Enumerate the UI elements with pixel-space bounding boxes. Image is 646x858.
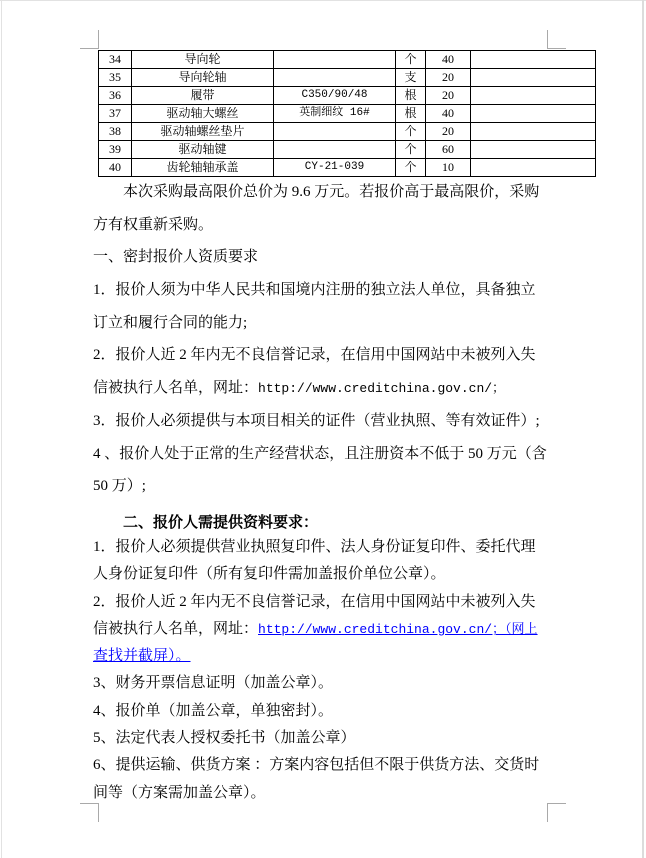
- cell-note: [471, 105, 596, 123]
- section1-item-line: 订立和履行合同的能力;: [93, 314, 248, 331]
- section2-item-line: 5、法定代表人授权委托书（加盖公章）: [93, 730, 356, 747]
- section2-item-line: 4、报价单（加盖公章，单独密封）。: [93, 702, 334, 719]
- cell-unit: 个: [396, 141, 426, 159]
- cell-name: 驱动轴螺丝垫片: [132, 123, 274, 141]
- cell-note: [471, 51, 596, 69]
- cell-spec: [274, 51, 396, 69]
- cell-no: 35: [99, 69, 132, 87]
- items-table: [98, 50, 596, 177]
- creditchina-url-plain: http://www.creditchina.gov.cn/；: [258, 381, 506, 397]
- section2-item-line: 1．报价人必须提供营业执照复印件、法人身份证复印件、委托代理: [93, 539, 536, 555]
- table-row: [99, 123, 596, 141]
- section1-item-line: 50 万）;: [93, 478, 146, 495]
- section2-heading: 二、报价人需提供资料要求：: [123, 515, 319, 531]
- text-run: 信被执行人名单，网址：: [93, 620, 259, 637]
- cell-no: 37: [99, 105, 132, 123]
- cell-unit: 根: [396, 105, 426, 123]
- cell-qty: 40: [426, 105, 471, 123]
- table-row: [99, 87, 596, 105]
- section1-item-line: 2．报价人近 2 年内无不良信誉记录，在信用中国网站中未被列入失: [93, 347, 536, 364]
- cell-qty: 40: [426, 51, 471, 69]
- section1-item-line: [93, 372, 568, 405]
- crop-mark-top-left: [80, 30, 99, 49]
- body-text-lower: [93, 512, 568, 807]
- cell-spec: [274, 141, 396, 159]
- cell-note: [471, 87, 596, 105]
- table-row: [99, 141, 596, 159]
- cell-name: 导向轮: [132, 51, 274, 69]
- cell-unit: 个: [396, 123, 426, 141]
- cell-qty: 10: [426, 159, 471, 177]
- cell-qty: 20: [426, 69, 471, 87]
- cell-spec: [274, 123, 396, 141]
- cell-spec: C350/90/48: [274, 87, 396, 105]
- intro-line: 方有权重新采购。: [93, 216, 214, 233]
- table-row: [99, 159, 596, 177]
- cell-no: 38: [99, 123, 132, 141]
- page-edge-right: [642, 0, 644, 858]
- cell-note: [471, 141, 596, 159]
- section2-item-line: 3、财务开票信息证明（加盖公章）。: [93, 675, 334, 692]
- cell-spec: CY-21-039: [274, 159, 396, 177]
- cell-no: 36: [99, 87, 132, 105]
- page-edge-top: [0, 0, 646, 1]
- body-text-upper: [93, 176, 568, 503]
- cell-no: 39: [99, 141, 132, 159]
- cell-no: 34: [99, 51, 132, 69]
- cell-name: 驱动轴键: [132, 141, 274, 159]
- cell-unit: 支: [396, 69, 426, 87]
- cell-spec: [274, 69, 396, 87]
- section2-item-line: 2．报价人近 2 年内无不良信誉记录，在信用中国网站中未被列入失: [93, 593, 536, 610]
- table-row: [99, 105, 596, 123]
- cell-note: [471, 69, 596, 87]
- cell-qty: 20: [426, 87, 471, 105]
- section2-item-line: [93, 643, 568, 670]
- section1-item-line: 4 、报价人处于正常的生产经营状态，且注册资本不低于 50 万元（含: [93, 445, 547, 462]
- cell-qty: 60: [426, 141, 471, 159]
- page-edge-left: [1, 0, 2, 858]
- cell-unit: 根: [396, 87, 426, 105]
- section1-item-line: 1．报价人须为中华人民共和国境内注册的独立法人单位，具备独立: [93, 282, 536, 299]
- cell-name: 驱动轴大螺丝: [132, 105, 274, 123]
- cell-name: 齿轮轴轴承盖: [132, 159, 274, 177]
- section2-item-line: 人身份证复印件（所有复印件需加盖报价单位公章）。: [93, 566, 446, 583]
- cell-no: 40: [99, 159, 132, 177]
- section1-item-line: 3．报价人必须提供与本项目相关的证件（营业执照、等有效证件）;: [93, 412, 540, 429]
- cell-note: [471, 159, 596, 177]
- cell-unit: 个: [396, 159, 426, 177]
- table-row: [99, 69, 596, 87]
- cell-name: 履带: [132, 87, 274, 105]
- section2-item-line: 间等（方案需加盖公章）。: [93, 784, 266, 801]
- cell-spec: 英制细纹 16#: [274, 105, 396, 123]
- section2-item-line: [93, 616, 568, 643]
- text-run: 信被执行人名单，网址：: [93, 380, 259, 397]
- cell-unit: 个: [396, 51, 426, 69]
- section2-item-line: 6、提供运输、供货方案 ：方案内容包括但不限于供货方法、交货时: [93, 757, 540, 774]
- table-row: [99, 51, 596, 69]
- creditchina-hyperlink[interactable]: http://www.creditchina.gov.cn/；（网上: [258, 621, 538, 637]
- section1-heading: 一、密封报价人资质要求: [93, 249, 259, 266]
- creditchina-hyperlink-continued[interactable]: 查找并截屏）。: [93, 648, 191, 665]
- cell-note: [471, 123, 596, 141]
- cell-qty: 20: [426, 123, 471, 141]
- cell-name: 导向轮轴: [132, 69, 274, 87]
- crop-mark-top-right: [547, 30, 566, 49]
- intro-line: 本次采购最高限价总价为 9.6 万元。若报价高于最高限价，采购: [123, 184, 540, 200]
